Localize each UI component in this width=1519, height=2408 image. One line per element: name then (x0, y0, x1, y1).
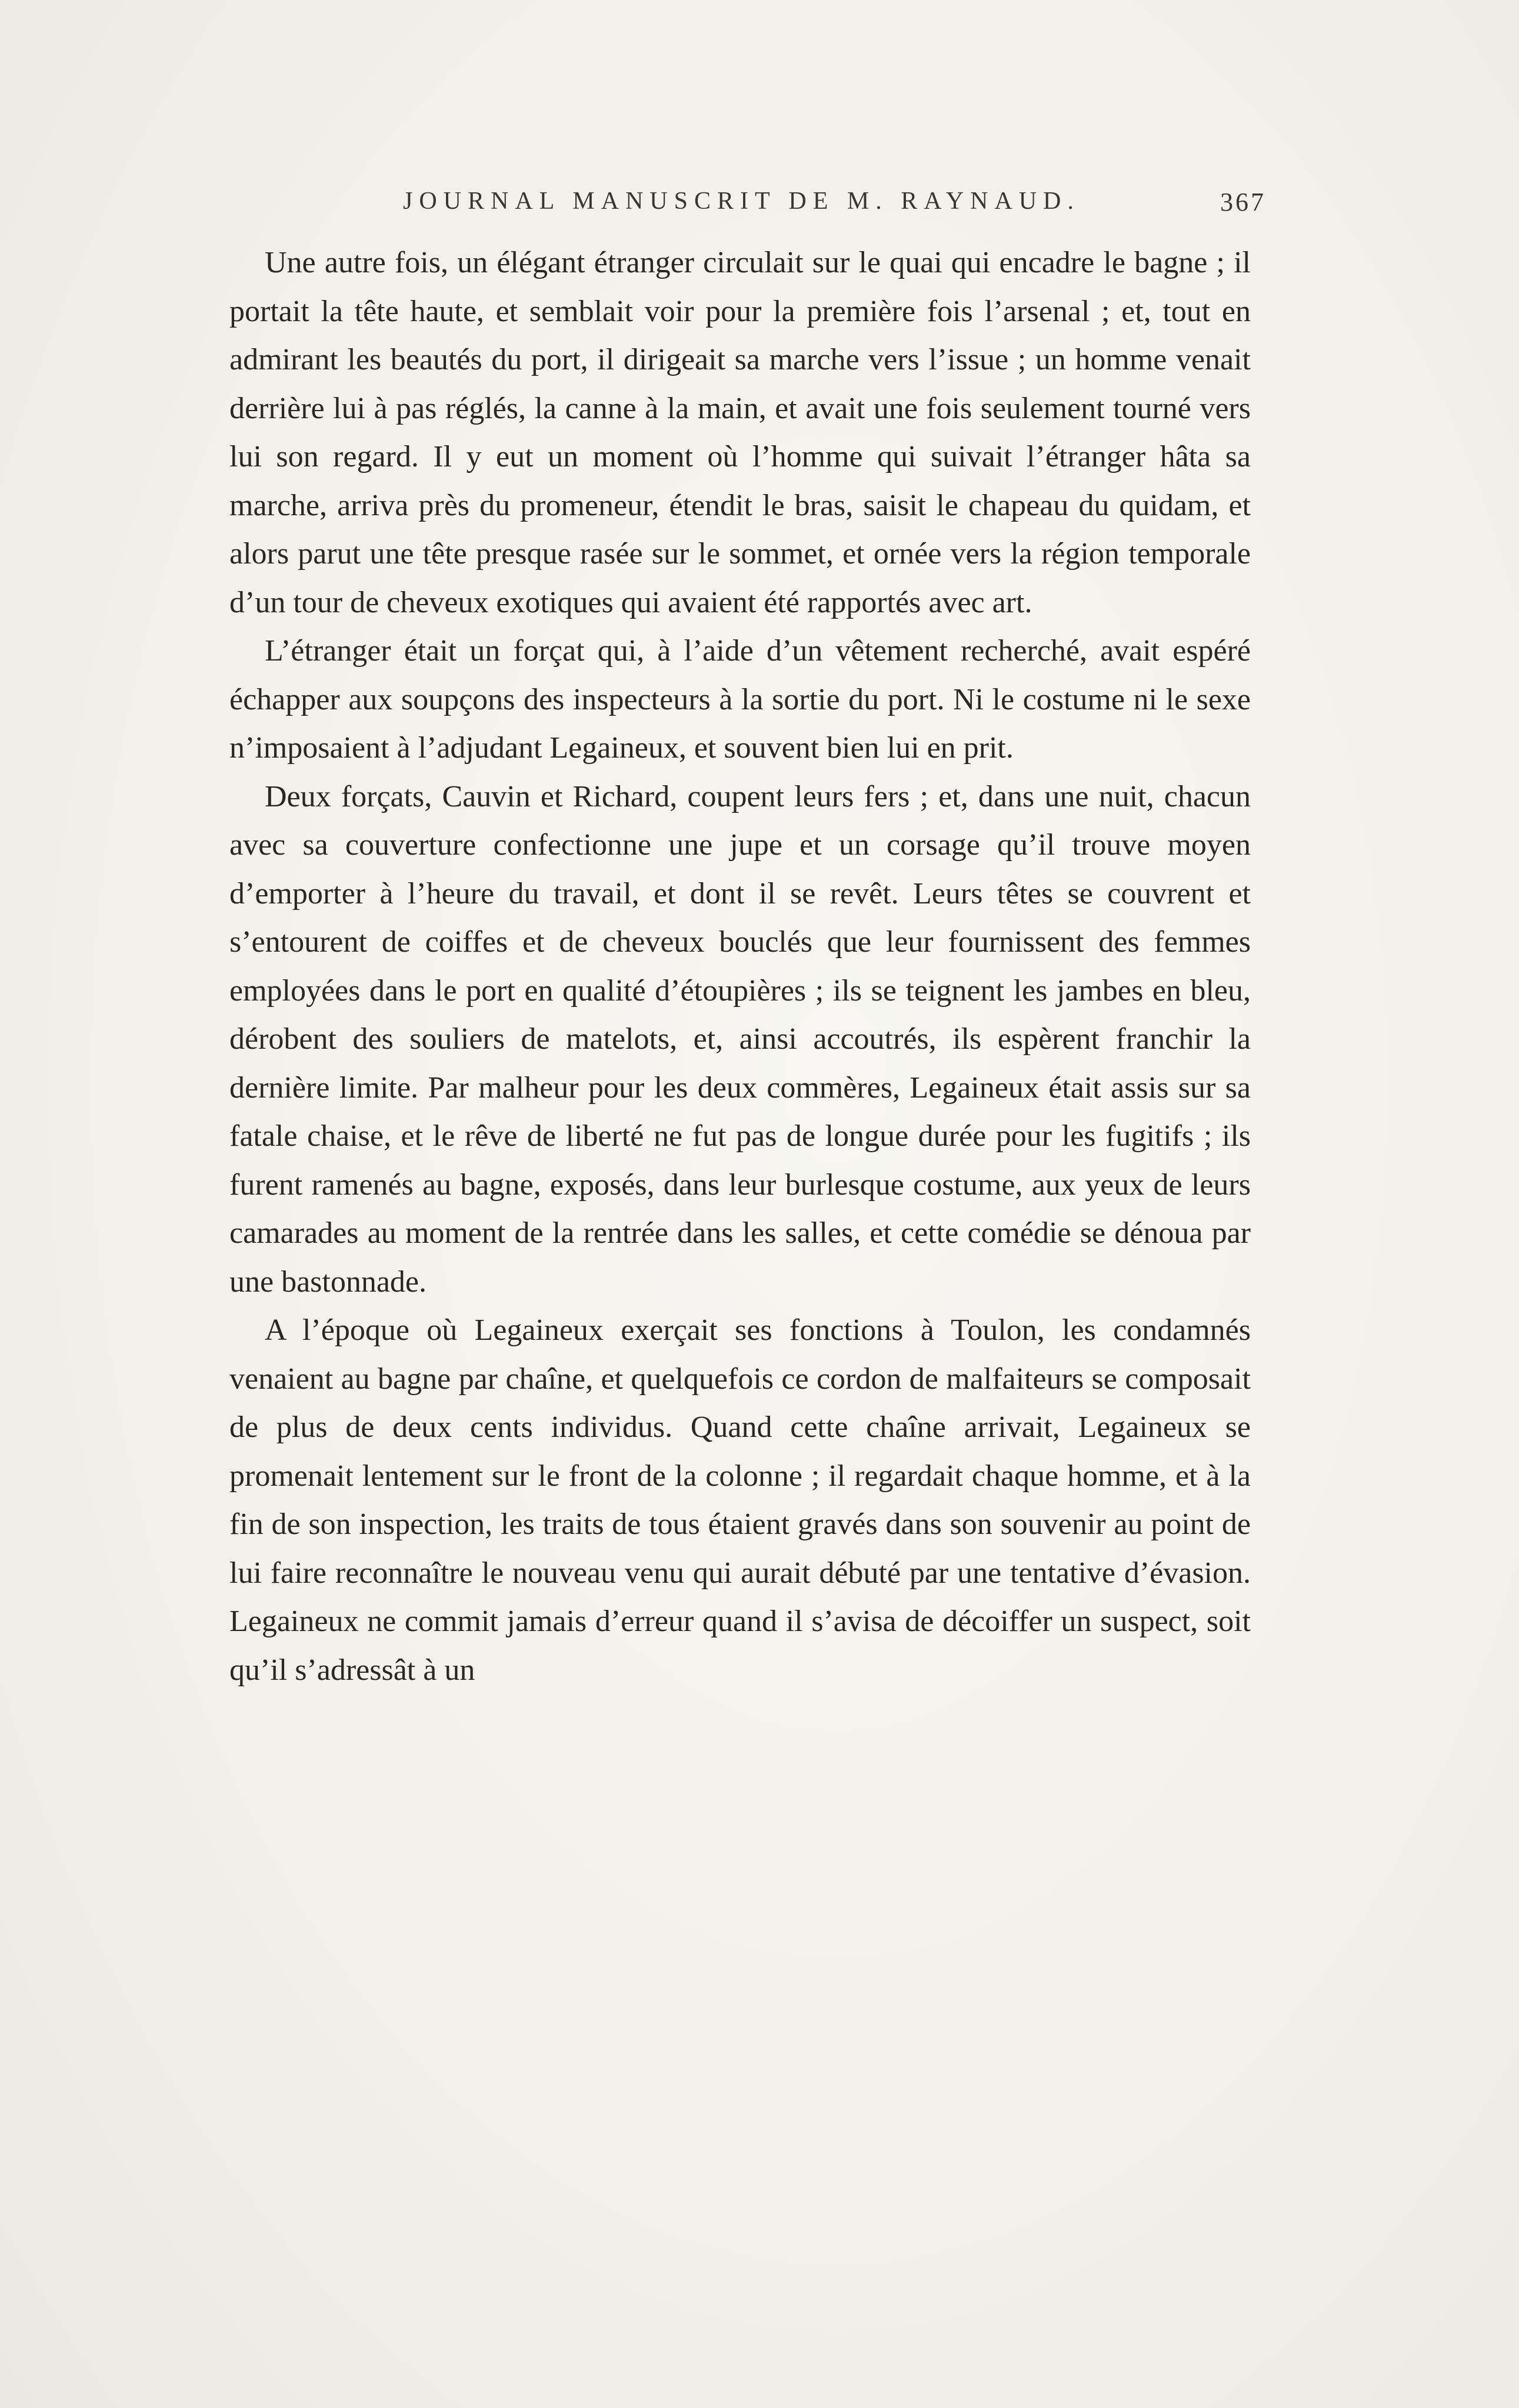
paragraph: Deux forçats, Cauvin et Richard, coupent leurs fers ; et, dans une nuit, chacun avec sa couverture confectionne une jupe et un corsage qu’il trouve moyen d’emporter à l’heure du travail, et dont il se revêt. Leurs têtes se couvrent et s’entourent de coiffes et de cheveux bouclés que leur fournissent des femmes employées dans le port en qualité d’étoupières ; ils se teignent les jambes en bleu, dérobent des souliers de matelots, et, ainsi accoutrés, ils espèrent franchir la dernière limite. Par malheur pour les deux commères, Legaineux était assis sur sa fatale chaise, et le rêve de liberté ne fut pas de longue durée pour les fugitifs ; ils furent ramenés au bagne, exposés, dans leur burlesque costume, aux yeux de leurs camarades au moment de la rentrée dans les salles, et cette comédie se dénoua par une bastonnade. (229, 779, 1251, 1299)
paragraph: Une autre fois, un élégant étranger circulait sur le quai qui encadre le bagne ; il portait la tête haute, et semblait voir pour la première fois l’arsenal ; et, tout en admirant les beautés du port, il dirigeait sa marche vers l’issue ; un homme venait derrière lui à pas réglés, la canne à la main, et avait une fois seulement tourné vers lui son regard. Il y eut un moment où l’homme qui suivait l’étranger hâta sa marche, arriva près du promeneur, étendit le bras, saisit le chapeau du quidam, et alors parut une tête presque rasée sur le sommet, et ornée vers la région temporale d’un tour de cheveux exotiques qui avaient été rapportés avec art. (229, 246, 1251, 619)
body-text (229, 239, 1251, 1695)
paragraph: L’étranger était un forçat qui, à l’aide d’un vêtement recherché, avait espéré échapper aux soupçons des inspecteurs à la sortie du port. Ni le costume ni le sexe n’imposaient à l’adjudant Legaineux, et souvent bien lui en prit. (229, 634, 1251, 765)
page-number: 367 (1220, 188, 1266, 216)
paragraph: A l’époque où Legaineux exerçait ses fonctions à Toulon, les condamnés venaient au bagne par chaîne, et quelquefois ce cordon de malfaiteurs se composait de plus de deux cents individus. Quand cette chaîne arrivait, Legaineux se promenait lentement sur le front de la colonne ; il regardait chaque homme, et à la fin de son inspection, les traits de tous étaient gravés dans son souvenir au point de lui faire reconnaître le nouveau venu qui aurait débuté par une tentative d’évasion. Legaineux ne commit jamais d’erreur quand il s’avisa de décoiffer un suspect, soit qu’il s’adressât à un (229, 1313, 1251, 1687)
running-title: JOURNAL MANUSCRIT DE M. RAYNAUD. (403, 188, 1080, 215)
page-header (232, 187, 1266, 228)
